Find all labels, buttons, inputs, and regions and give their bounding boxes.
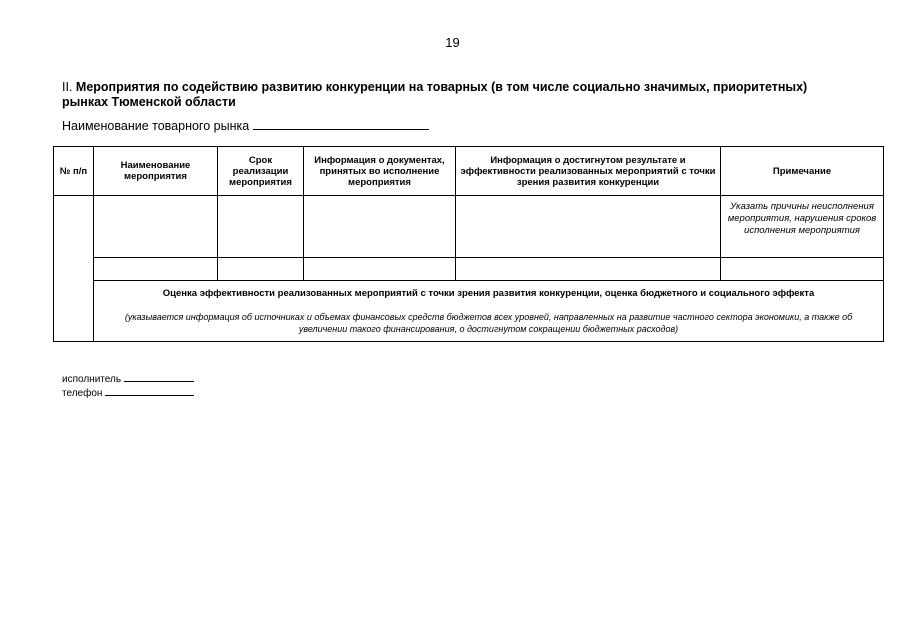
phone-label: телефон [62, 388, 103, 399]
col-header-documents: Информация о документах, принятых во исполнение мероприятия [304, 147, 456, 196]
col-header-deadline: Срок реализации мероприятия [218, 147, 304, 196]
event-name-cell [94, 258, 218, 281]
result-cell [456, 258, 721, 281]
deadline-cell [218, 258, 304, 281]
note-cell [721, 258, 884, 281]
assessment-cell [94, 281, 884, 342]
row-number-cell [54, 196, 94, 342]
executor-blank [124, 372, 194, 382]
section-number: II. [62, 80, 73, 94]
market-name-blank [253, 117, 429, 130]
assessment-row [54, 281, 884, 342]
market-name-label: Наименование товарного рынка [62, 119, 250, 133]
events-table [53, 146, 884, 342]
deadline-cell [218, 196, 304, 258]
executor-label: исполнитель [62, 374, 122, 385]
assessment-description: (указывается информация об источниках и объемах финансовых средств бюджетов всех уровней, направленных на развитие частного сектора экономики, а также об увеличении такого финансирования, о достигнутом сокращении бюджетных расходов) [124, 311, 853, 334]
signature-block [62, 372, 194, 400]
event-name-cell [94, 196, 218, 258]
col-header-event-name: Наименование мероприятия [94, 147, 218, 196]
section-title: Мероприятия по содействию развитию конкуренции на товарных (в том числе социально значимых, приоритетных) рынках Тюменской области [62, 80, 808, 109]
table-header-row [54, 147, 884, 196]
executor-line [62, 372, 194, 386]
result-cell [456, 196, 721, 258]
documents-cell [304, 258, 456, 281]
table-row [54, 196, 884, 258]
assessment-title: Оценка эффективности реализованных мероприятий с точки зрения развития конкуренции, оценка бюджетного и социального эффекта [162, 287, 815, 299]
table-row [54, 258, 884, 281]
col-header-number: № п/п [54, 147, 94, 196]
col-header-result: Информация о достигнутом результате и эффективности реализованных мероприятий с точки зрения развития конкуренции [456, 147, 721, 196]
documents-cell [304, 196, 456, 258]
page-number: 19 [445, 35, 460, 50]
note-cell: Указать причины неисполнения мероприятия, нарушения сроков исполнения мероприятия [721, 196, 884, 258]
col-header-note: Примечание [721, 147, 884, 196]
market-name-line [62, 117, 429, 133]
phone-blank [105, 386, 194, 396]
section-heading [62, 80, 852, 110]
phone-line [62, 386, 194, 400]
